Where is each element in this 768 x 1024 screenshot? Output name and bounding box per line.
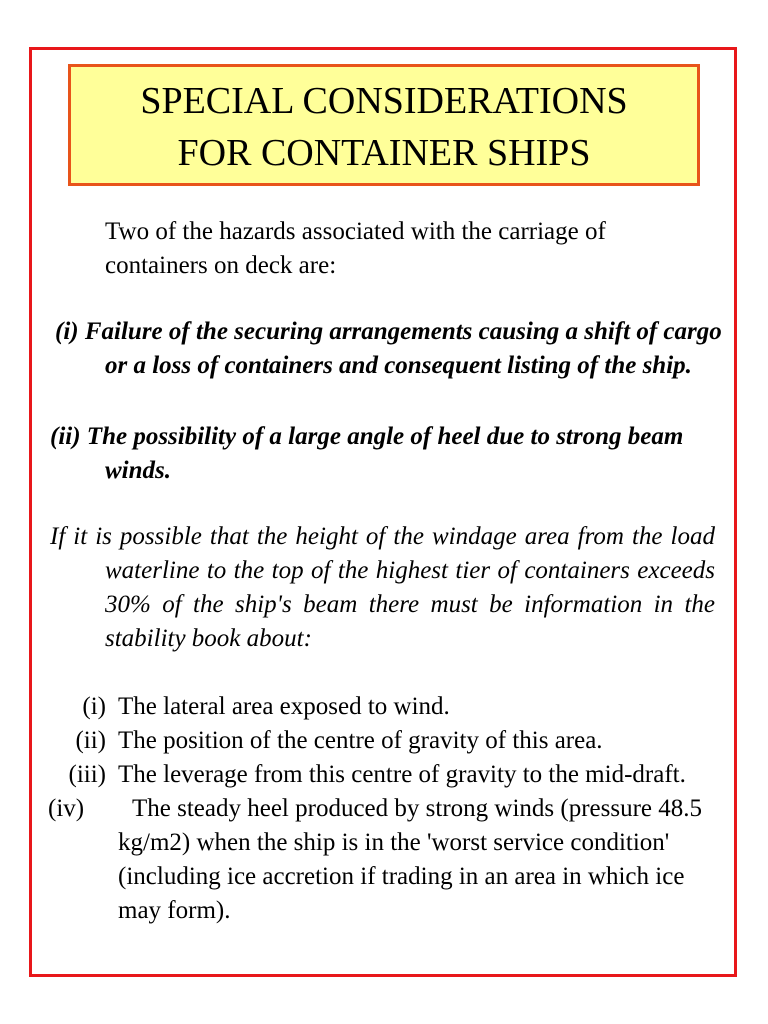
list-item-text-content: The steady heel produced by strong winds (pressure 48.5 kg/m2) when the ship is in the 'worst service condition' (including ice accretion if trading in an area in which ice may form). <box>118 795 702 924</box>
title-line-1: SPECIAL CONSIDERATIONS <box>140 80 628 122</box>
list-item-number: (iv) <box>48 795 85 822</box>
list-item-number: (iii) <box>68 761 106 788</box>
list-item-text <box>108 792 728 928</box>
title-box <box>68 64 700 186</box>
list-item <box>48 758 728 792</box>
list-item-text: The position of the centre of gravity of this area. <box>118 727 603 754</box>
info-list <box>48 690 728 928</box>
list-item-text: The leverage from this centre of gravity to the mid-draft. <box>118 761 686 788</box>
list-item-number: (i) <box>82 693 106 720</box>
list-item <box>48 690 728 724</box>
list-item-number: (ii) <box>75 727 106 754</box>
hazard-item-1: (i) Failure of the securing arrangements causing a shift of cargo or a loss of containers and consequent listing of the ship. <box>55 318 722 379</box>
list-item-text: The lateral area exposed to wind. <box>118 693 450 720</box>
condition-paragraph: If it is possible that the height of the windage area from the load waterline to the top of the highest tier of containers exceeds 30% of the ship's beam there must be information in the stability book about: <box>50 523 715 652</box>
intro-paragraph: Two of the hazards associated with the carriage of containers on deck are: <box>105 218 606 279</box>
list-item <box>48 724 728 758</box>
hazard-item-2: (ii) The possibility of a large angle of heel due to strong beam winds. <box>50 423 684 484</box>
title-line-2: FOR CONTAINER SHIPS <box>177 132 591 174</box>
list-item <box>48 792 728 928</box>
